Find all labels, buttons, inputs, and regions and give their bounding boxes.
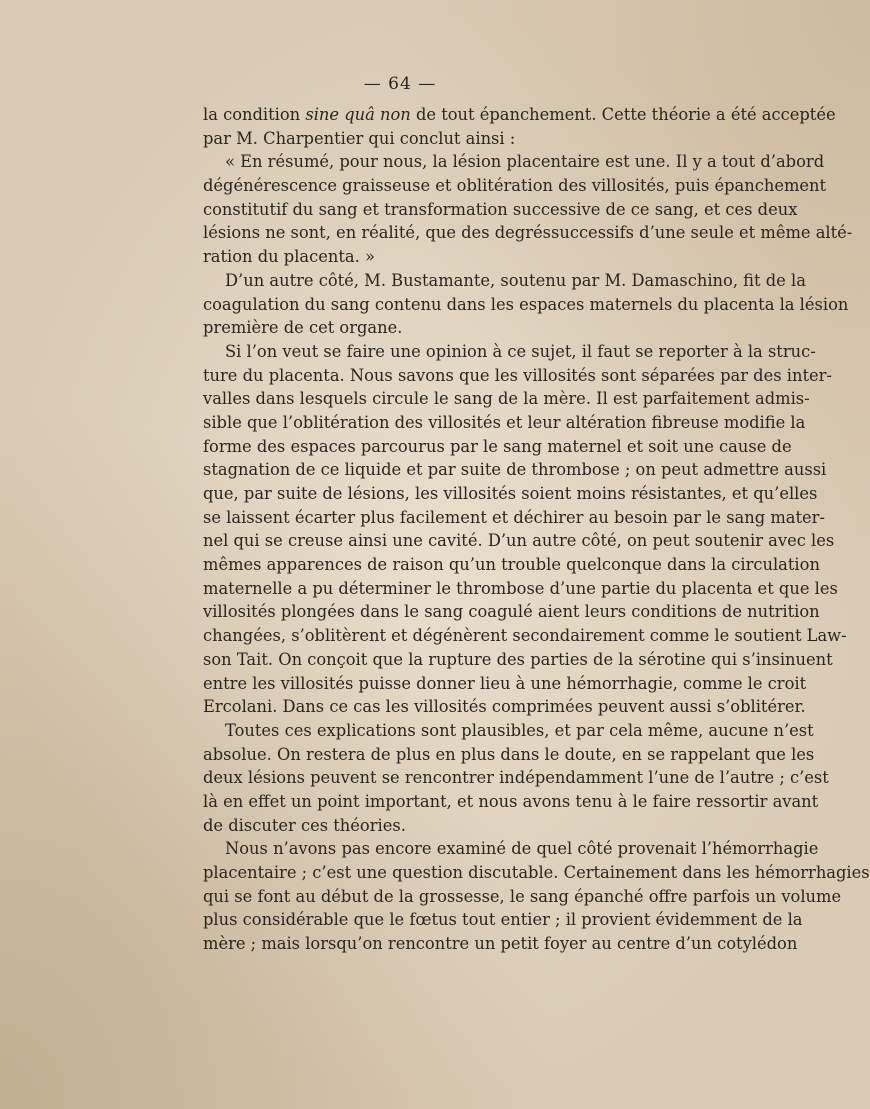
text-line: Si l’on veut se faire une opinion à ce sujet, il faut se reporter à la struc- <box>225 341 816 361</box>
text-line: mère ; mais lorsqu’on rencontre un petit foyer au centre d’un cotylédon <box>203 934 798 954</box>
text-line: forme des espaces parcourus par le sang maternel et soit une cause de <box>203 436 792 456</box>
text-line: constitutif du sang et transformation successive de ce sang, et ces deux <box>203 199 798 219</box>
text-line: mêmes apparences de raison qu’un trouble quelconque dans la circulation <box>203 555 820 575</box>
text-line: placentaire ; c’est une question discutable. Certainement dans les hémorrhagies <box>203 863 870 882</box>
latin-phrase: sine quâ non <box>305 105 411 124</box>
text-line: maternelle a pu déterminer le thrombose d’une partie du placenta et que les <box>203 578 838 598</box>
text-line: nel qui se creuse ainsi une cavité. D’un autre côté, on peut soutenir avec les <box>203 531 835 551</box>
text-line: de discuter ces théories. <box>203 815 406 835</box>
text-line: son Tait. On conçoit que la rupture des parties de la sérotine qui s’insinuent <box>203 649 833 669</box>
text-line: dégénérescence graisseuse et oblitération des villosités, puis épanchement <box>203 176 827 196</box>
text-line: changées, s’oblitèrent et dégénèrent secondairement comme le soutient Law- <box>203 626 847 646</box>
text-line: deux lésions peuvent se rencontrer indépendamment l’une de l’autre ; c’est <box>203 768 829 788</box>
text-line: sible que l’oblitération des villosités et leur altération fibreuse modifie la <box>203 412 806 432</box>
text-line: lésions ne sont, en réalité, que des degréssuccessifs d’une seule et même alté- <box>203 223 853 243</box>
text-line: valles dans lesquels circule le sang de la mère. Il est parfaitement admis- <box>203 389 810 409</box>
text-line: D’un autre côté, M. Bustamante, soutenu par M. Damaschino, fit de la <box>225 270 806 290</box>
text-line: entre les villosités puisse donner lieu à une hémorrhagie, comme le croit <box>203 673 807 693</box>
text-line: plus considérable que le fœtus tout entier ; il provient évidemment de la <box>203 910 803 930</box>
text-line: « En résumé, pour nous, la lésion placentaire est une. Il y a tout d’abord <box>225 152 825 172</box>
text-line: absolue. On restera de plus en plus dans le doute, en se rappelant que les <box>203 744 815 764</box>
page-number: — 64 — <box>363 74 437 94</box>
text-line: Toutes ces explications sont plausibles, et par cela même, aucune n’est <box>225 720 814 740</box>
text-line: par M. Charpentier qui conclut ainsi : <box>203 128 516 148</box>
text-line: coagulation du sang contenu dans les espaces maternels du placenta la lésion <box>203 294 849 314</box>
text-line: ture du placenta. Nous savons que les villosités sont séparées par des inter- <box>203 365 832 385</box>
text-line: que, par suite de lésions, les villosités soient moins résistantes, et qu’elles <box>203 484 818 503</box>
text-line: villosités plongées dans le sang coagulé aient leurs conditions de nutrition <box>203 602 820 622</box>
text-line: Nous n’avons pas encore examiné de quel côté provenait l’hémorrhagie <box>225 839 819 859</box>
text-line: ration du placenta. » <box>203 247 375 267</box>
text-line: là en effet un point important, et nous avons tenu à le faire ressortir avant <box>203 791 819 811</box>
text-line: stagnation de ce liquide et par suite de thrombose ; on peut admettre aussi <box>203 460 827 480</box>
text-line: première de cet organe. <box>203 318 403 338</box>
body-text <box>203 103 870 956</box>
text-line: la condition sine quâ non de tout épanchement. Cette théorie a été acceptée <box>203 105 836 124</box>
text-line: se laissent écarter plus facilement et déchirer au besoin par le sang mater- <box>203 507 825 527</box>
text-line: qui se font au début de la grossesse, le sang épanché offre parfois un volume <box>203 886 842 906</box>
text-line: Ercolani. Dans ce cas les villosités comprimées peuvent aussi s’oblitérer. <box>203 697 806 717</box>
